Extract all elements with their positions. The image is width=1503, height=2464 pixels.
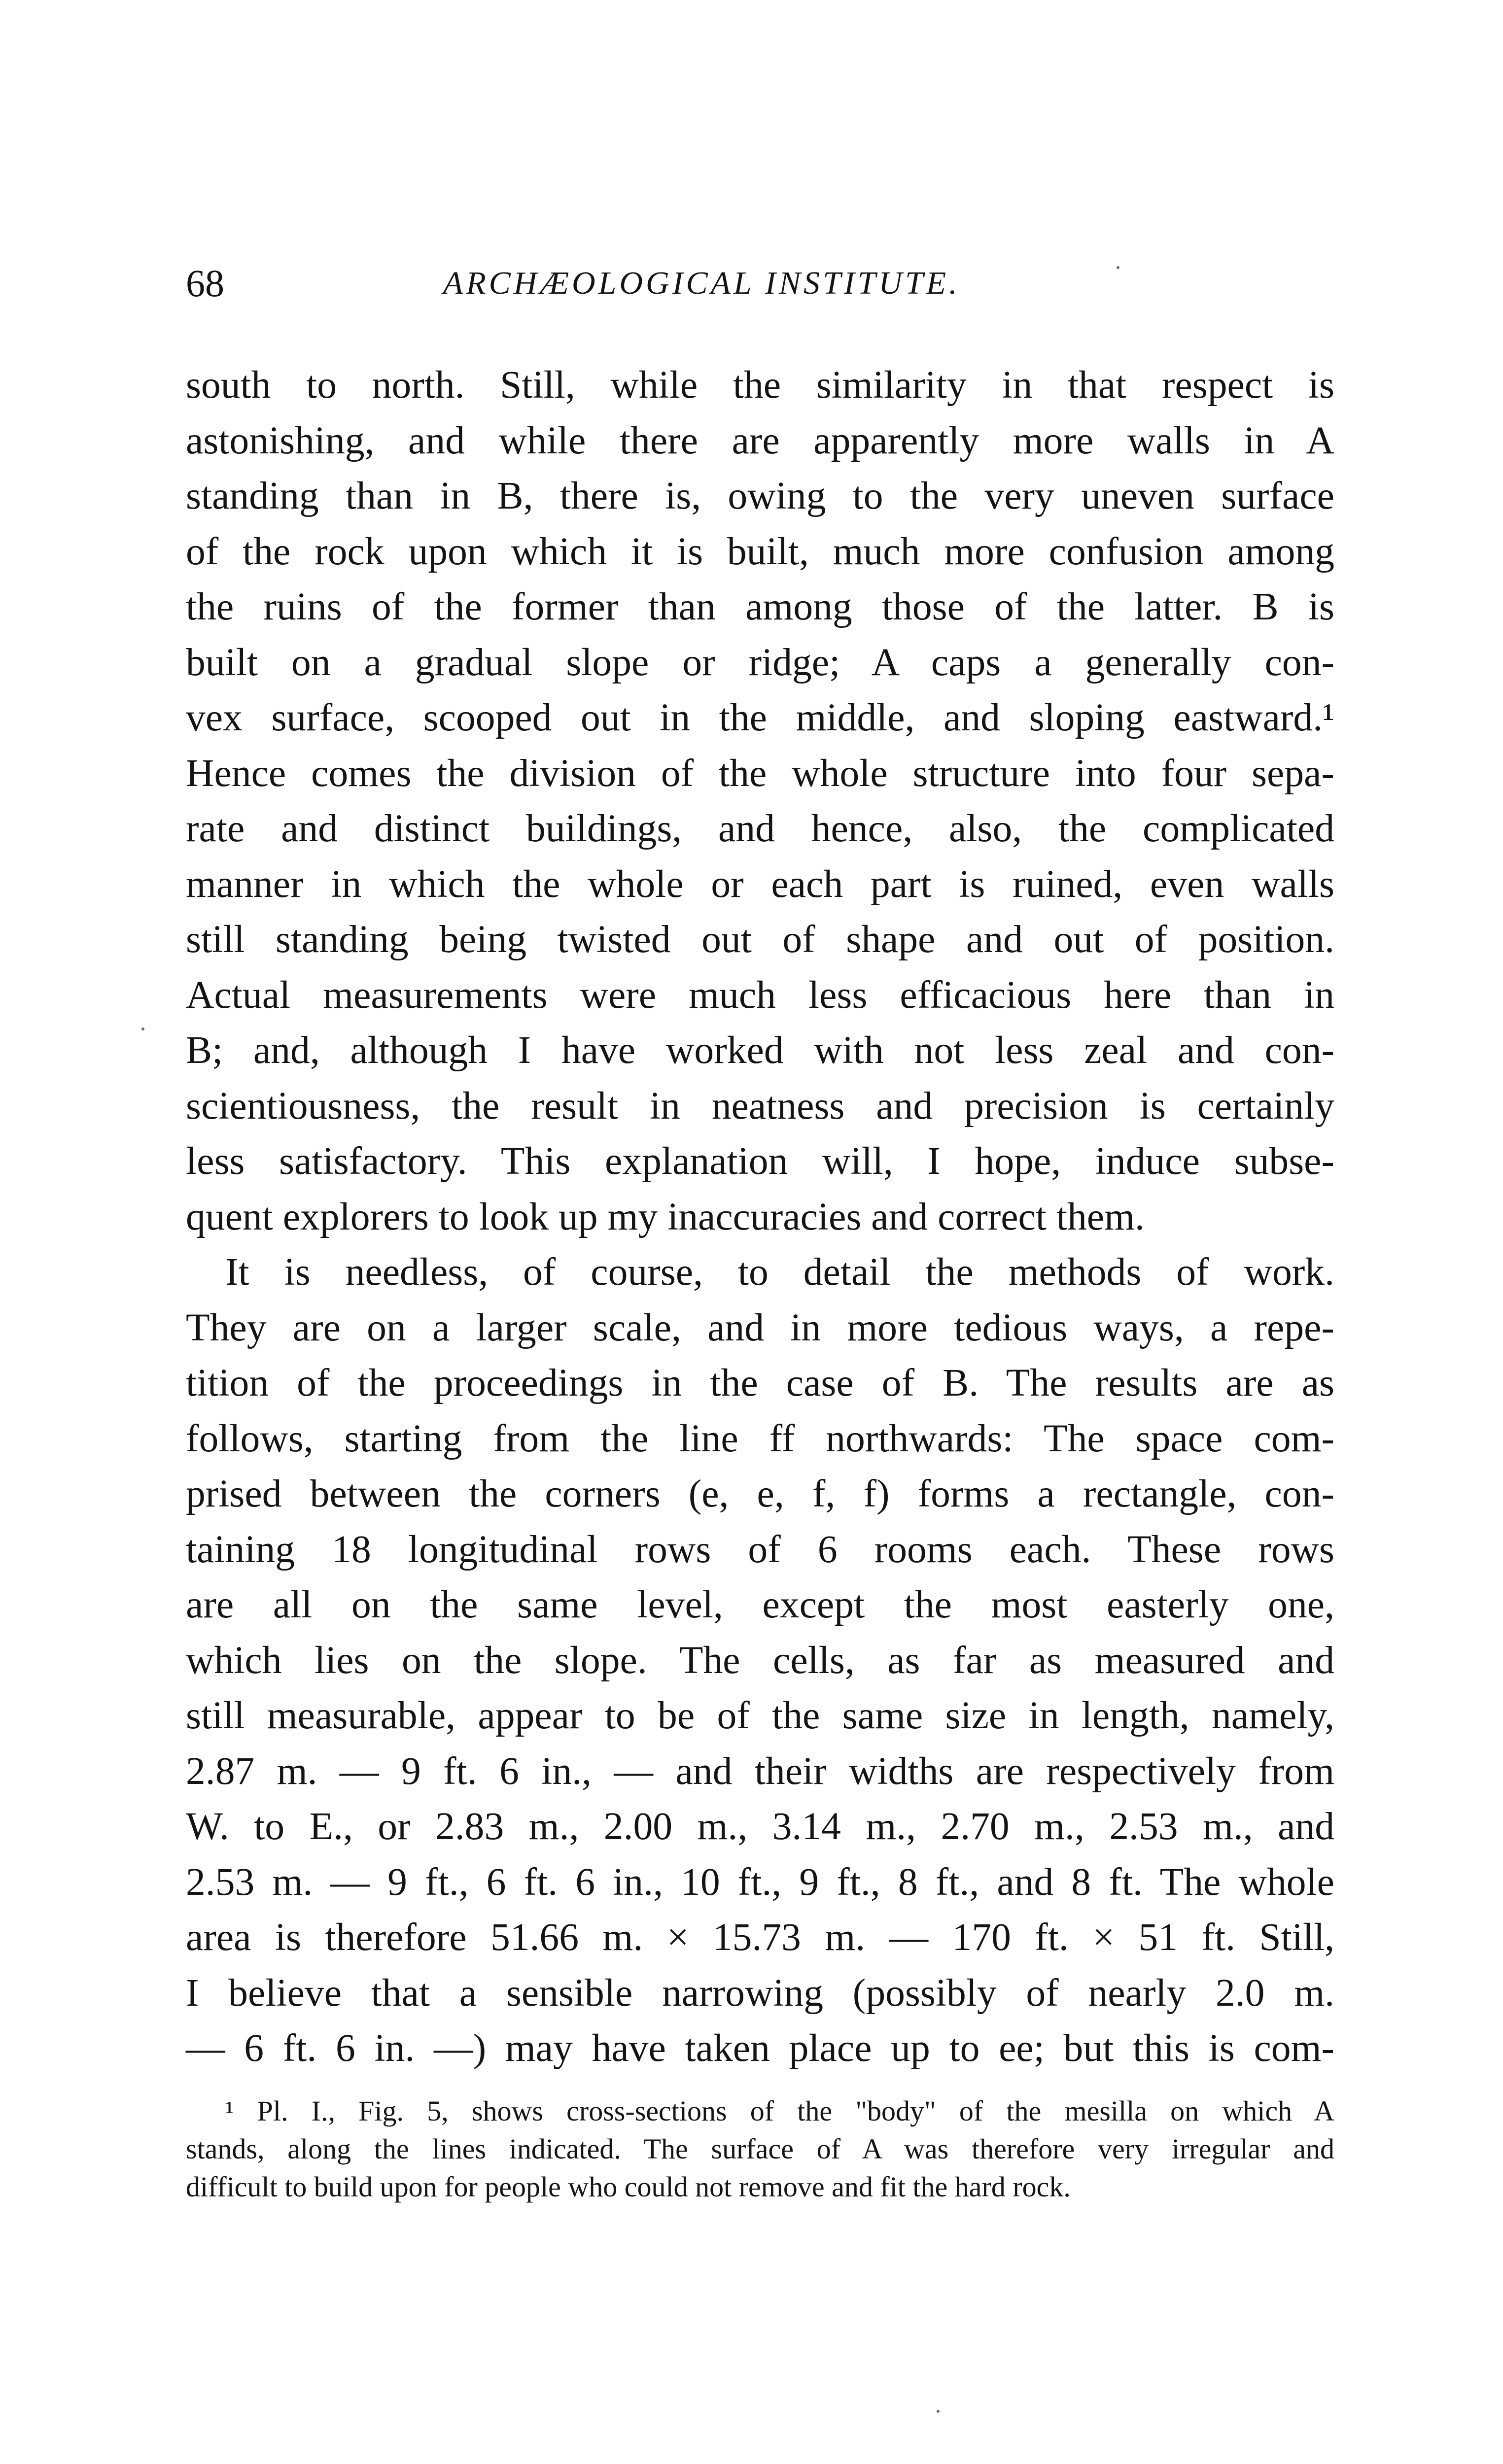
text-line: area is therefore 51.66 m. × 15.73 m. — 170 ft. × 51 ft. Still, <box>186 1916 1334 1959</box>
paragraph-2 <box>186 1244 1334 2076</box>
text-line: which lies on the slope. The cells, as far as measured and <box>186 1638 1334 1682</box>
footnote <box>186 2092 1334 2206</box>
text-line: of the rock upon which it is built, much more confusion among <box>186 529 1334 573</box>
text-line: manner in which the whole or each part is ruined, even walls <box>186 862 1334 906</box>
text-line: tition of the proceedings in the case of B. The results are as <box>186 1361 1334 1404</box>
text-line: astonishing, and while there are apparently more walls in A <box>186 418 1334 462</box>
text-line: south to north. Still, while the similarity in that respect is <box>186 363 1334 407</box>
text-line: 2.53 m. — 9 ft., 6 ft. 6 in., 10 ft., 9 ft., 8 ft., and 8 ft. The whole <box>186 1860 1334 1904</box>
text-line: I believe that a sensible narrowing (possibly of nearly 2.0 m. <box>186 1971 1334 2015</box>
paragraph-1 <box>186 357 1334 1244</box>
text-line: quent explorers to look up my inaccuracies and correct them. <box>186 1195 1145 1238</box>
footnote-line: difficult to build upon for people who could not remove and fit the hard rock. <box>186 2171 1071 2203</box>
text-line: less satisfactory. This explanation will, I hope, induce subse- <box>186 1139 1334 1183</box>
text-line: rate and distinct buildings, and hence, also, the complicated <box>186 807 1334 850</box>
paper-speck <box>937 2410 940 2413</box>
running-head <box>186 256 1334 310</box>
text-line: still standing being twisted out of shape and out of position. <box>186 918 1334 961</box>
text-line: B; and, although I have worked with not less zeal and con- <box>186 1028 1334 1072</box>
text-line: W. to E., or 2.83 m., 2.00 m., 3.14 m., 2.70 m., 2.53 m., and <box>186 1805 1334 1848</box>
page-number: 68 <box>186 262 224 305</box>
text-line: are all on the same level, except the most easterly one, <box>186 1583 1334 1626</box>
paper-speck <box>1117 266 1119 269</box>
text-line: scientiousness, the result in neatness and precision is certainly <box>186 1084 1334 1128</box>
text-line: standing than in B, there is, owing to the very uneven surface <box>186 474 1334 517</box>
text-line: built on a gradual slope or ridge; A caps a generally con- <box>186 640 1334 684</box>
running-title: ARCHÆOLOGICAL INSTITUTE. <box>443 265 960 301</box>
text-line: Hence comes the division of the whole structure into four sepa- <box>186 751 1334 795</box>
text-line: Actual measurements were much less efficacious here than in <box>186 973 1334 1017</box>
text-line: — 6 ft. 6 in. —) may have taken place up to ee; but this is com- <box>186 2026 1334 2070</box>
paper-speck <box>141 1027 144 1030</box>
text-line: They are on a larger scale, and in more tedious ways, a repe- <box>186 1305 1334 1349</box>
text-line: taining 18 longitudinal rows of 6 rooms each. These rows <box>186 1527 1334 1571</box>
text-line: 2.87 m. — 9 ft. 6 in., — and their widths are respectively from <box>186 1749 1334 1793</box>
text-line: follows, starting from the line ff northwards: The space com- <box>186 1416 1334 1460</box>
text-line: It is needless, of course, to detail the methods of work. <box>225 1250 1334 1294</box>
footnote-line: stands, along the lines indicated. The surface of A was therefore very irregular and <box>186 2133 1334 2165</box>
text-line: vex surface, scooped out in the middle, and sloping eastward.¹ <box>186 696 1334 739</box>
footnote-line: ¹ Pl. I., Fig. 5, shows cross-sections of the "body" of the mesilla on which A <box>225 2095 1334 2127</box>
text-line: prised between the corners (e, e, f, f) forms a rectangle, con- <box>186 1472 1334 1515</box>
text-line: the ruins of the former than among those of the latter. B is <box>186 585 1334 628</box>
text-line: still measurable, appear to be of the same size in length, namely, <box>186 1694 1334 1737</box>
body-text <box>186 357 1334 2076</box>
